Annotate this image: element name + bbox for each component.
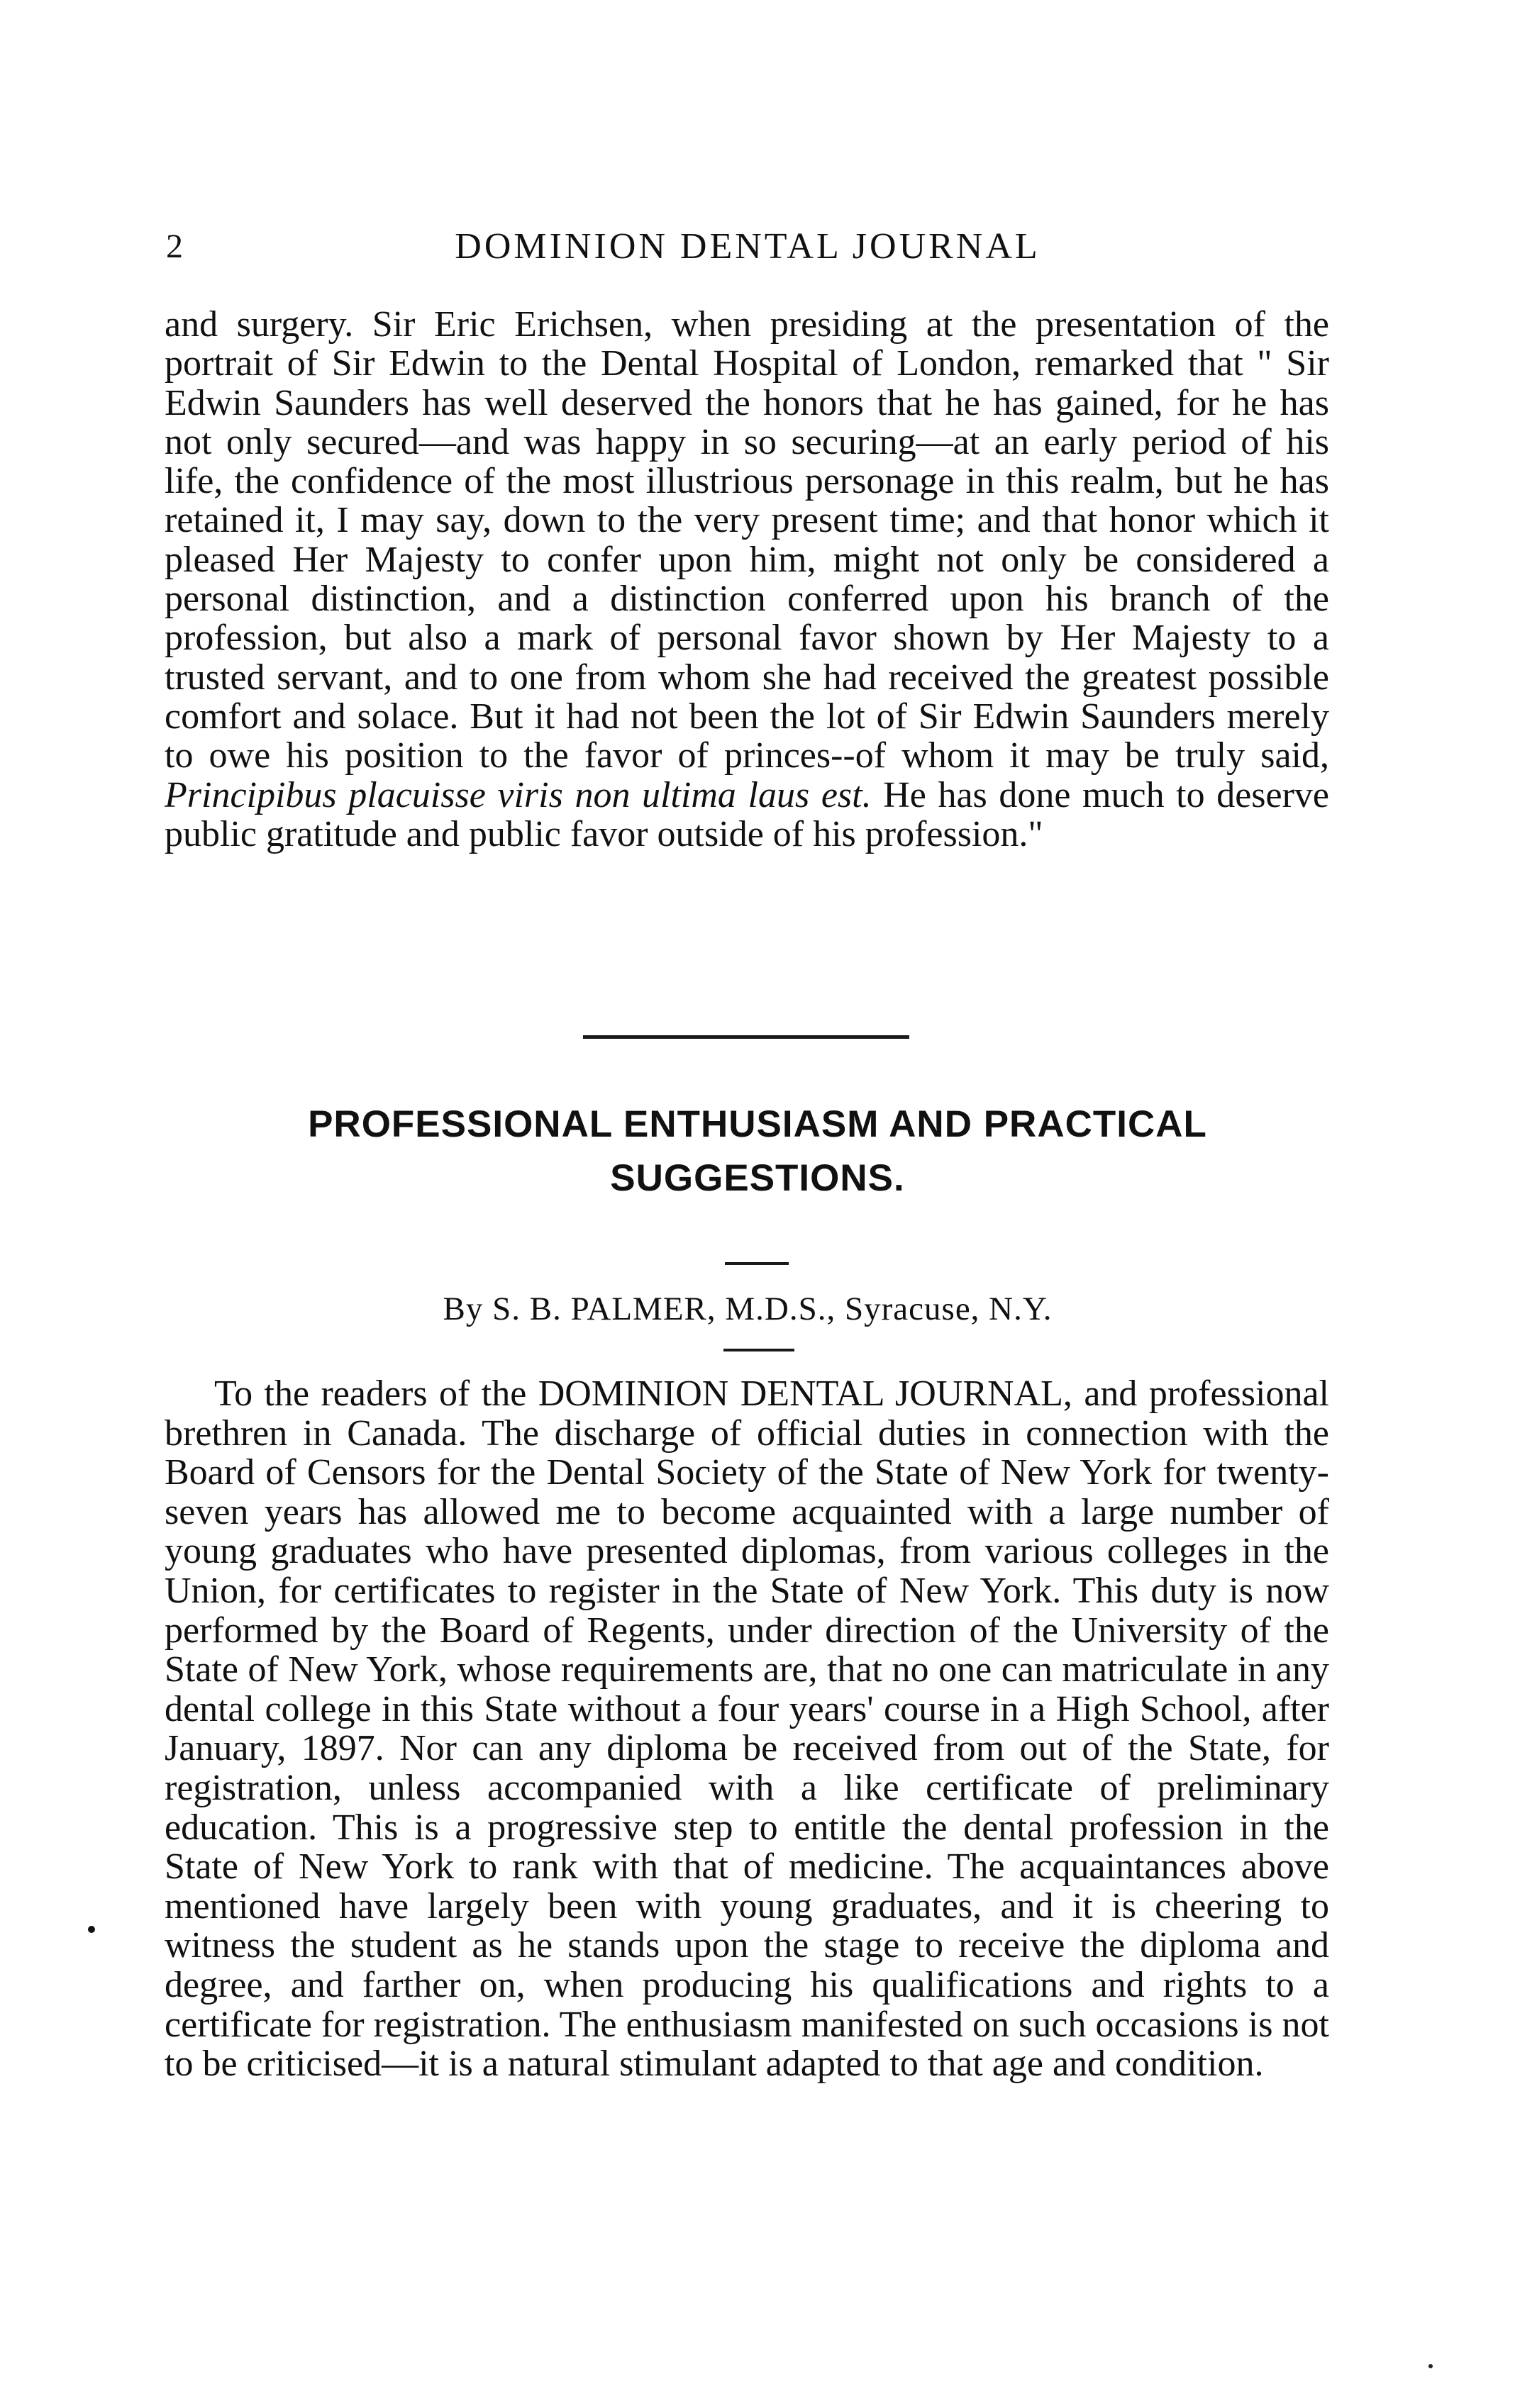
article-title: PROFESSIONAL ENTHUSIASM AND PRACTICAL SUGGESTIONS. xyxy=(308,1103,1207,1199)
continuation-paragraph xyxy=(165,305,1329,854)
section-divider-rule xyxy=(583,1035,909,1039)
title-ornament-rule xyxy=(725,1262,789,1265)
byline-ornament-rule xyxy=(723,1349,794,1351)
continuation-text: and surgery. Sir Eric Erichsen, when presiding at the presentation of the portrait of Sir Edwin to the Dental Hospital of London, remarked that " Sir Edwin Saunders has well deserved the honors that he has gained, for he has not only secured—and was happy in so securing—at an early period of his life, the confidence of the most illustrious personage in this realm, but he has retained it, I may say, down to the very present time; and that honor which it pleased Her Majesty to confer upon him, might not only be considered a personal distinction, and a distinction conferred upon his branch of the profession, but also a mark of personal favor shown by Her Majesty to a trusted servant, and to one from whom she had received the greatest possible comfort and solace. But it had not been the lot of Sir Edwin Saunders merely to owe his position to the favor of princes--of whom it may be truly said, xyxy=(165,304,1329,776)
margin-dot-mark xyxy=(88,1926,95,1933)
journal-title: DOMINION DENTAL JOURNAL xyxy=(455,226,1040,267)
running-head xyxy=(166,225,1329,282)
article-byline: By S. B. PALMER, M.D.S., Syracuse, N.Y. xyxy=(443,1291,1053,1327)
page-number: 2 xyxy=(166,228,183,265)
latin-quote: Principibus placuisse viris non ultima laus est. xyxy=(165,774,872,815)
continuation-closing-text: He has done much to deserve public gratitude and public favor outside of his profession." xyxy=(165,774,1330,854)
body-text-opening: To the readers of the xyxy=(214,1373,527,1414)
article-body-paragraph xyxy=(165,1374,1329,2084)
body-text-main: , and professional brethren in Canada. The discharge of official duties in connection with the Board of Censors for the Dental Society of the State of New York for twenty-seven years has allowed me to become acquainted with a large number of young graduates who have presented diplomas, from various colleges in the Union, for certificates to register in the State of New York. This duty is now performed by the Board of Regents, under direction of the University of the State of New York, whose requirements are, that no one can matriculate in any dental college in this State without a four years' course in a High School, after January, 1897. Nor can any diploma be received from out of the State, for registration, unless accompanied with a like certificate of preliminary education. This is a progressive step to entitle the dental profession in the State of New York to rank with that of medicine. The acquaintances above mentioned have largely been with young graduates, and it is cheering to witness the student as he stands upon the stage to receive the diploma and degree, and farther on, when producing his qualifications and rights to a certificate for registration. The enthusiasm manifested on such occasions is not to be criticised—it is a natural stimulant adapted to that age and condition. xyxy=(165,1373,1329,2085)
stray-ink-mark xyxy=(1428,2364,1433,2368)
journal-name-smallcaps: DOMINION DENTAL JOURNAL xyxy=(538,1373,1063,1414)
